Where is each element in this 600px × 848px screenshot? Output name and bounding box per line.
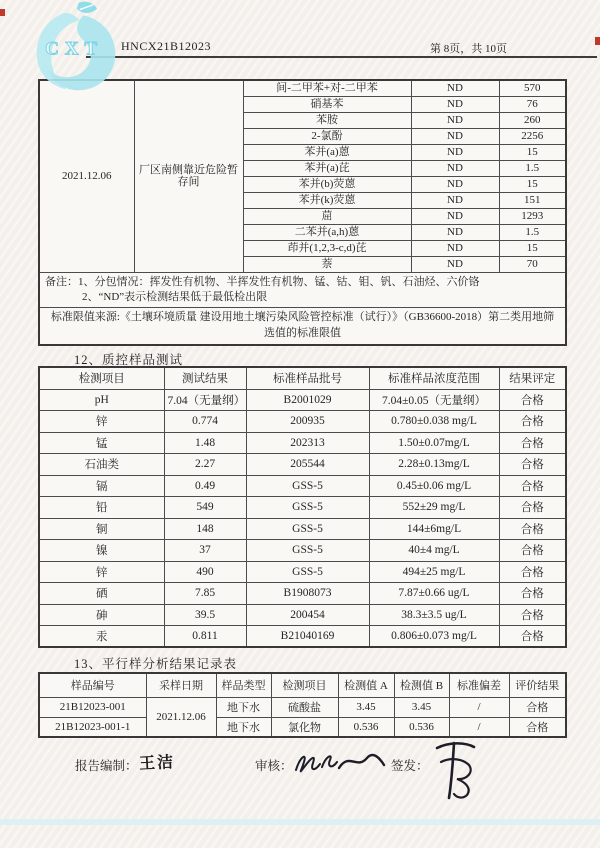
pt-header-date: 采样日期 [146, 673, 216, 697]
item-cell: 硫酸盐 [271, 697, 338, 717]
range-cell: 7.87±0.66 ug/L [369, 583, 499, 605]
batch-cell: 200454 [246, 604, 369, 626]
result-cell: 1.48 [164, 432, 246, 454]
table-row [39, 540, 566, 562]
batch-cell: GSS-5 [246, 518, 369, 540]
limit-cell: 76 [499, 96, 566, 112]
verdict-cell: 合格 [499, 389, 566, 411]
table-row [39, 454, 566, 476]
item-cell: 锌 [39, 411, 164, 433]
notes-cell [39, 272, 566, 308]
value-b-cell: 3.45 [394, 697, 449, 717]
verdict-cell: 合格 [499, 518, 566, 540]
deviation-cell: / [449, 717, 509, 737]
limit-cell: 15 [499, 176, 566, 192]
batch-cell: B1908073 [246, 583, 369, 605]
page-indicator: 第 8页，共 10页 [430, 43, 507, 55]
pt-header-value-b: 检测值 B [394, 673, 449, 697]
limit-cell: 1.5 [499, 224, 566, 240]
note-label: 备注： [45, 275, 78, 288]
item-cell: 锌 [39, 561, 164, 583]
sample-no-cell: 21B12023-001-1 [39, 717, 146, 737]
result-cell: ND [411, 176, 499, 192]
table-row [39, 497, 566, 519]
standard-source-cell: 标准限值来源:《土壤环境质量 建设用地土壤污染风险管控标准（试行）》（GB36600-2018）第二类用地筛选值的标准限值 [39, 308, 566, 345]
result-cell: ND [411, 112, 499, 128]
result-cell: ND [411, 160, 499, 176]
result-cell: 148 [164, 518, 246, 540]
issuer-label: 签发： [391, 759, 429, 773]
issuer-signature [427, 736, 483, 802]
range-cell: 1.50±0.07mg/L [369, 432, 499, 454]
batch-cell: B21040169 [246, 626, 369, 648]
table-row [39, 697, 566, 717]
limit-cell: 1293 [499, 208, 566, 224]
batch-cell: B2001029 [246, 389, 369, 411]
pt-header-deviation: 标准偏差 [449, 673, 509, 697]
result-cell: ND [411, 240, 499, 256]
verdict-cell: 合格 [509, 717, 566, 737]
verdict-cell: 合格 [499, 540, 566, 562]
table-row [39, 475, 566, 497]
standard-source-row [39, 308, 566, 345]
result-cell: ND [411, 96, 499, 112]
item-cell: pH [39, 389, 164, 411]
table-row [39, 604, 566, 626]
notes-row [39, 272, 566, 308]
item-cell: 氯化物 [271, 717, 338, 737]
analyte-cell: 萘 [243, 256, 411, 272]
item-cell: 石油类 [39, 454, 164, 476]
analyte-cell: 苯并(a)蒽 [243, 144, 411, 160]
table-row [39, 432, 566, 454]
qc-header-item: 检测项目 [39, 367, 164, 389]
table-row [39, 411, 566, 433]
sampling-date-cell: 2021.12.06 [146, 697, 216, 737]
item-cell: 硒 [39, 583, 164, 605]
analyte-cell: 苯并(b)荧蒽 [243, 176, 411, 192]
analyte-cell: 间-二甲苯+对-二甲苯 [243, 80, 411, 96]
qc-sample-table [38, 366, 567, 648]
sampling-location-cell: 厂区南侧靠近危险暂存间 [134, 80, 243, 272]
qc-section-title: 12、质控样品测试 [74, 353, 184, 367]
batch-cell: GSS-5 [246, 540, 369, 562]
qc-header-batch: 标准样品批号 [246, 367, 369, 389]
reviewer-label: 审核： [255, 759, 293, 773]
company-logo [26, 0, 122, 96]
analyte-cell: 苯并(a)芘 [243, 160, 411, 176]
item-cell: 汞 [39, 626, 164, 648]
item-cell: 铜 [39, 518, 164, 540]
batch-cell: 202313 [246, 432, 369, 454]
result-cell: ND [411, 256, 499, 272]
sample-no-cell: 21B12023-001 [39, 697, 146, 717]
verdict-cell: 合格 [499, 454, 566, 476]
table-row [39, 561, 566, 583]
pt-header-type: 样品类型 [216, 673, 271, 697]
report-number: HNCX21B12023 [121, 39, 212, 53]
note-line-2: 2、“ND”表示检测结果低于最低检出限 [82, 291, 268, 304]
result-cell: 0.49 [164, 475, 246, 497]
analyte-cell: 硝基苯 [243, 96, 411, 112]
limit-cell: 1.5 [499, 160, 566, 176]
range-cell: 144±6mg/L [369, 518, 499, 540]
result-cell: 39.5 [164, 604, 246, 626]
result-cell: 549 [164, 497, 246, 519]
verdict-cell: 合格 [499, 626, 566, 648]
scan-artifact [0, 9, 5, 16]
limit-cell: 260 [499, 112, 566, 128]
parallel-sample-table [38, 672, 567, 738]
limit-cell: 2256 [499, 128, 566, 144]
table-row [39, 626, 566, 648]
pt-header-value-a: 检测值 A [338, 673, 394, 697]
scan-artifact [595, 37, 600, 45]
analyte-cell: 二苯并(a,h)蒽 [243, 224, 411, 240]
logo-swirl-icon [26, 0, 122, 96]
sample-type-cell: 地下水 [216, 697, 271, 717]
range-cell: 0.806±0.073 mg/L [369, 626, 499, 648]
header-divider [86, 56, 597, 58]
result-cell: ND [411, 80, 499, 96]
logo-text: CXT [45, 38, 103, 60]
qc-header-verdict: 结果评定 [499, 367, 566, 389]
result-cell: 0.774 [164, 411, 246, 433]
range-cell: 0.45±0.06 mg/L [369, 475, 499, 497]
verdict-cell: 合格 [499, 411, 566, 433]
verdict-cell: 合格 [499, 475, 566, 497]
limit-cell: 570 [499, 80, 566, 96]
sampling-date-cell: 2021.12.06 [39, 80, 134, 272]
limit-cell: 15 [499, 240, 566, 256]
analyte-cell: 茚并(1,2,3-c,d)芘 [243, 240, 411, 256]
range-cell: 2.28±0.13mg/L [369, 454, 499, 476]
result-cell: ND [411, 144, 499, 160]
verdict-cell: 合格 [499, 432, 566, 454]
limit-cell: 70 [499, 256, 566, 272]
parallel-header-row [39, 673, 566, 697]
batch-cell: GSS-5 [246, 497, 369, 519]
table-row [39, 518, 566, 540]
item-cell: 镉 [39, 475, 164, 497]
qc-header-range: 标准样品浓度范围 [369, 367, 499, 389]
qc-header-result: 测试结果 [164, 367, 246, 389]
table-row [39, 717, 566, 737]
verdict-cell: 合格 [499, 604, 566, 626]
result-cell: 7.04（无量纲） [164, 389, 246, 411]
range-cell: 0.780±0.038 mg/L [369, 411, 499, 433]
value-a-cell: 0.536 [338, 717, 394, 737]
range-cell: 38.3±3.5 ug/L [369, 604, 499, 626]
limit-cell: 15 [499, 144, 566, 160]
analyte-cell: 苯胺 [243, 112, 411, 128]
range-cell: 7.04±0.05（无量纲） [369, 389, 499, 411]
pt-header-sample-no: 样品编号 [39, 673, 146, 697]
pt-header-item: 检测项目 [271, 673, 338, 697]
sample-type-cell: 地下水 [216, 717, 271, 737]
verdict-cell: 合格 [509, 697, 566, 717]
signature-block [75, 744, 565, 824]
analyte-cell: 2-氯酚 [243, 128, 411, 144]
result-cell: 0.811 [164, 626, 246, 648]
deviation-cell: / [449, 697, 509, 717]
prepared-by-signature: 王洁 [138, 754, 176, 773]
parallel-section-title: 13、平行样分析结果记录表 [74, 657, 238, 671]
batch-cell: GSS-5 [246, 561, 369, 583]
result-cell: 37 [164, 540, 246, 562]
note-line-1: 备注：1、分包情况：挥发性有机物、半挥发性有机物、锰、钴、钼、钒、石油烃、六价铬 [45, 275, 480, 288]
analyte-cell: 苯并(k)荧蒽 [243, 192, 411, 208]
analyte-cell: 䓛 [243, 208, 411, 224]
prepared-by-label: 报告编制： [75, 759, 138, 773]
item-cell: 镍 [39, 540, 164, 562]
pt-header-verdict: 评价结果 [509, 673, 566, 697]
batch-cell: GSS-5 [246, 475, 369, 497]
qc-header-row [39, 367, 566, 389]
result-cell: 490 [164, 561, 246, 583]
table-row [39, 389, 566, 411]
range-cell: 40±4 mg/L [369, 540, 499, 562]
item-cell: 砷 [39, 604, 164, 626]
batch-cell: 205544 [246, 454, 369, 476]
reviewer-signature [289, 742, 387, 786]
item-cell: 锰 [39, 432, 164, 454]
limit-cell: 151 [499, 192, 566, 208]
table-row [39, 583, 566, 605]
item-cell: 铅 [39, 497, 164, 519]
result-cell: ND [411, 128, 499, 144]
value-a-cell: 3.45 [338, 697, 394, 717]
soil-results-table [38, 79, 567, 346]
value-b-cell: 0.536 [394, 717, 449, 737]
range-cell: 552±29 mg/L [369, 497, 499, 519]
verdict-cell: 合格 [499, 497, 566, 519]
result-cell: 7.85 [164, 583, 246, 605]
verdict-cell: 合格 [499, 561, 566, 583]
result-cell: 2.27 [164, 454, 246, 476]
result-cell: ND [411, 224, 499, 240]
batch-cell: 200935 [246, 411, 369, 433]
verdict-cell: 合格 [499, 583, 566, 605]
result-cell: ND [411, 192, 499, 208]
result-cell: ND [411, 208, 499, 224]
range-cell: 494±25 mg/L [369, 561, 499, 583]
